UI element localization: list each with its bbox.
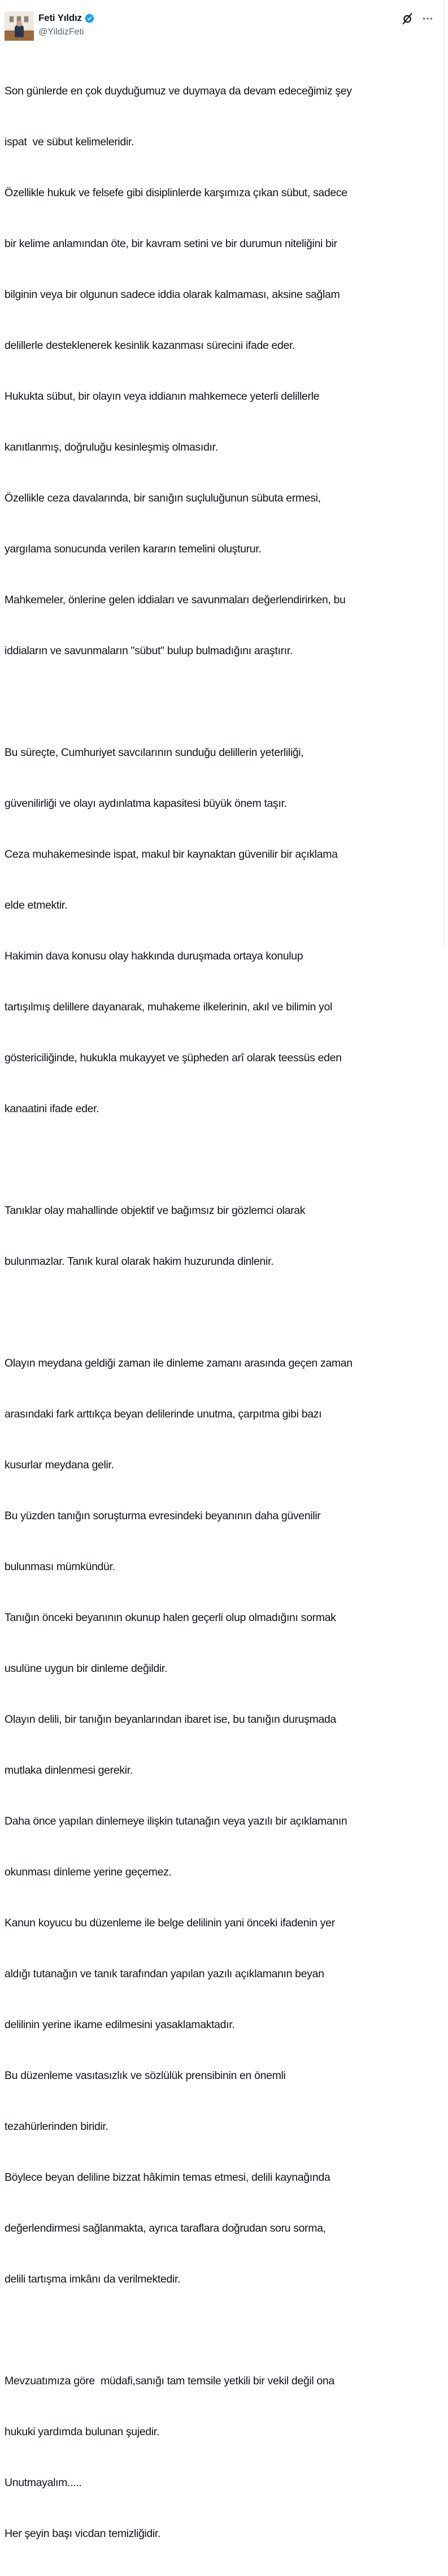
tweet-line: Bu süreçte, Cumhuriyet savcılarının sunduğu delillerin yeterliliği, <box>5 746 304 759</box>
grok-icon[interactable] <box>401 12 414 25</box>
tweet-line: Böylece beyan deliline bizzat hâkimin temas etmesi, delili kaynağında <box>5 2171 330 2184</box>
tweet-line: yargılama sonucunda verilen kararın temelini oluşturur. <box>5 543 262 555</box>
tweet-line: bulunmazlar. Tanık kural olarak hakim huzurunda dinlenir. <box>5 1255 274 1268</box>
tweet-line: Son günlerde en çok duyduğumuz ve duymaya da devam edeceğimiz şey <box>5 85 352 97</box>
paragraph-break <box>5 1304 440 1321</box>
tweet-line: bir kelime anlamından öte, bir kavram setini ve bir durumun niteliğini bir <box>5 237 337 250</box>
tweet-line: Her şeyin başı vicdan temizliğidir. <box>5 2527 161 2540</box>
paragraph-break <box>5 1151 440 1168</box>
tweet-line: Tanığın önceki beyanının okunup halen geçerli olup olmadığını sormak <box>5 1611 336 1624</box>
tweet-line: hukuki yardımda bulunan şujedir. <box>5 2426 159 2438</box>
author-name-row <box>38 12 95 24</box>
tweet-line: Bu yüzden tanığın soruşturma evresindeki beyanının daha güvenilir <box>5 1510 321 1522</box>
tweet-line: bulunması mümkündür. <box>5 1561 115 1573</box>
tweet-line: aldığı tutanağın ve tanık tarafından yapılan yazılı açıklamanın beyan <box>5 1968 324 1980</box>
tweet-line: tartışılmış delillere dayanarak, muhakeme ilkelerinin, akıl ve bilimin yol <box>5 1001 332 1013</box>
tweet-line: Özellikle ceza davalarında, bir sanığın suçluluğunun sübuta ermesi, <box>5 492 321 504</box>
tweet-line: Hakimin dava konusu olay hakkında duruşmada ortaya konulup <box>5 950 303 962</box>
tweet-line: Daha önce yapılan dinlemeye ilişkin tutanağın veya yazılı bir açıklamanın <box>5 1815 347 1827</box>
avatar-detail <box>9 16 14 23</box>
tweet-line: Ceza muhakemesinde ispat, makul bir kaynaktan güvenilir bir açıklama <box>5 848 338 861</box>
tweet-line: kusurlar meydana gelir. <box>5 1459 114 1471</box>
tweet-line: Mevzuatımıza göre müdafi,sanığı tam temsile yetkili bir vekil değil ona <box>5 2375 334 2387</box>
tweet-line: kanıtlanmış, doğruluğu kesinleşmiş olmasıdır. <box>5 441 218 453</box>
paragraph-break <box>5 693 440 710</box>
tweet-line: elde etmektir. <box>5 899 68 911</box>
tweet-line: Bu düzenleme vasıtasızlık ve sözlülük prensibinin en önemli <box>5 2069 286 2082</box>
more-horizontal-icon[interactable] <box>421 12 434 25</box>
tweet-line: Unutmayalım..... <box>5 2476 82 2489</box>
tweet-line: delili tartışma imkânı da verilmektedir. <box>5 2273 181 2285</box>
tweet-actions <box>401 12 434 25</box>
tweet-line: Olayın meydana geldiği zaman ile dinleme zamanı arasında geçen zaman <box>5 1357 353 1369</box>
tweet-line: Kanun koyucu bu düzenleme ile belge delilinin yani önceki ifadenin yer <box>5 1917 335 1929</box>
author-display-name[interactable]: Feti Yıldız <box>38 12 82 23</box>
tweet-line: Olayın delili, bir tanığın beyanlarından ibaret ise, bu tanığın duruşmada <box>5 1713 336 1726</box>
verified-badge-icon <box>84 13 95 24</box>
avatar-detail <box>24 16 29 23</box>
tweet-line: güvenilirliği ve olayı aydınlatma kapasitesi büyük önem taşır. <box>5 797 287 810</box>
tweet-line: göstericiliğinde, hukukla mukayyet ve şüpheden arî olarak teessüs eden <box>5 1052 342 1064</box>
tweet-line: Tanıklar olay mahallinde objektif ve bağımsız bir gözlemci olarak <box>5 1204 306 1217</box>
author-handle[interactable]: @YildizFeti <box>38 27 84 37</box>
tweet-line: Özellikle hukuk ve felsefe gibi disiplinlerde karşımıza çıkan sübut, sadece <box>5 187 347 199</box>
tweet-line: delilinin yerine ikame edilmesini yasaklamaktadır. <box>5 2019 235 2031</box>
tweet-text <box>5 49 440 2576</box>
avatar-detail <box>15 25 24 37</box>
tweet-line: usulüne uygun bir dinleme değildir. <box>5 1662 168 1675</box>
avatar-detail <box>16 21 22 27</box>
tweet-line: ispat ve sübut kelimeleridir. <box>5 136 134 148</box>
tweet-line: delillerle desteklenerek kesinlik kazanması sürecini ifade eder. <box>5 339 295 352</box>
tweet-line: bilginin veya bir olgunun sadece iddia olarak kalmaması, aksine sağlam <box>5 288 340 301</box>
tweet-header <box>5 10 440 42</box>
tweet-line: arasındaki fark arttıkça beyan delilerinde unutma, çarpıtma gibi bazı <box>5 1408 322 1420</box>
tweet-line: okunması dinleme yerine geçemez. <box>5 1866 172 1878</box>
tweet-line: tezahürlerinden biridir. <box>5 2120 108 2133</box>
avatar[interactable] <box>5 11 34 41</box>
tweet-line: Mahkemeler, önlerine gelen iddiaları ve savunmaları değerlendirirken, bu <box>5 594 346 606</box>
tweet-line: değerlendirmesi sağlanmakta, ayrıca taraflara doğrudan soru sorma, <box>5 2222 326 2234</box>
tweet-line: kanaatini ifade eder. <box>5 1103 99 1115</box>
paragraph-break <box>5 2322 440 2339</box>
tweet-line: mutlaka dinlenmesi gerekir. <box>5 1764 133 1777</box>
column-divider <box>443 0 445 949</box>
tweet-line: Hukukta sübut, bir olayın veya iddianın mahkemece yeterli delillerle <box>5 390 320 403</box>
tweet-line: iddiaların ve savunmaların "sübut" bulup bulmadığını araştırır. <box>5 645 293 657</box>
